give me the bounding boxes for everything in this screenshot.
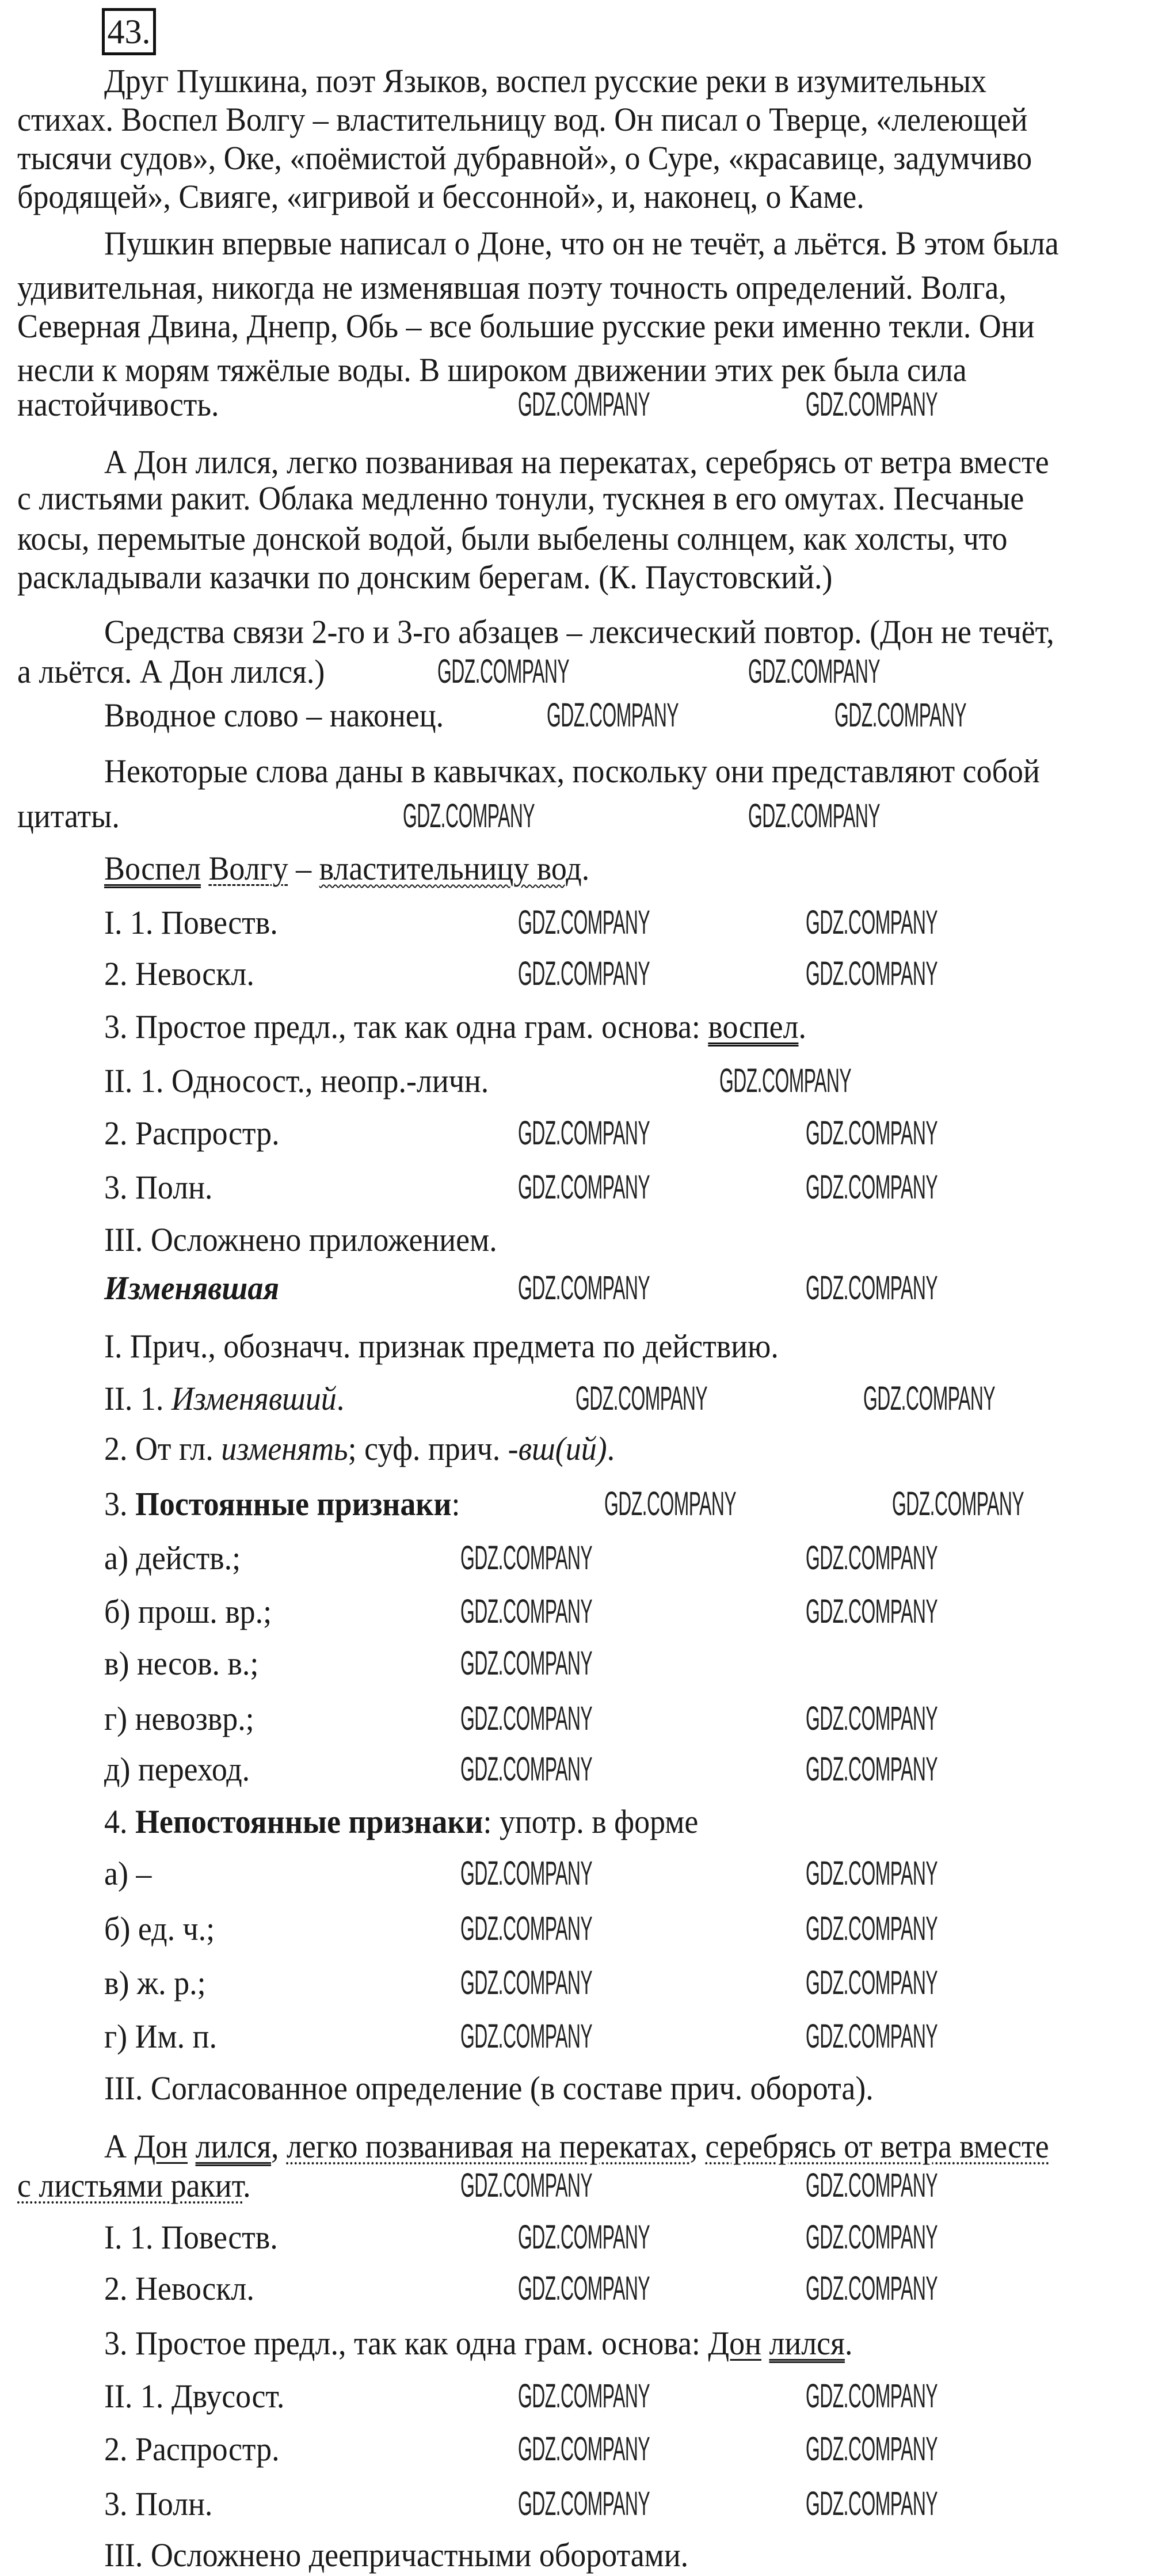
text-segment: А <box>104 2128 135 2165</box>
text-segment: в) ж. р.; <box>104 1964 206 2002</box>
text-line <box>104 1541 241 1576</box>
text-line <box>104 1856 151 1891</box>
text-segment: 2. Распростр. <box>104 1114 280 1152</box>
text-segment: Вводное слово – наконец. <box>104 697 444 734</box>
text-line <box>104 1966 206 2000</box>
text-segment <box>201 850 208 887</box>
watermark-text: GDZ.COMPANY <box>460 1700 593 1737</box>
watermark-text: GDZ.COMPANY <box>460 1910 593 1947</box>
emphasized-text: изменять <box>221 1430 348 1467</box>
text-segment: стихах. Воспел Волгу – властительницу вод. Он писал о Тверце, «лелеющей <box>17 101 1028 138</box>
emphasized-text: -вш(ий) <box>508 1430 607 1467</box>
watermark-text: GDZ.COMPANY <box>806 1169 938 1206</box>
marked-sentence-part: легко позванивая на перекатах <box>286 2128 690 2165</box>
watermark-text: GDZ.COMPANY <box>518 1114 650 1152</box>
text-line <box>17 799 120 834</box>
text-line <box>17 353 967 387</box>
marked-sentence-part: воспел <box>708 1008 799 1045</box>
text-segment: 2. Невоскл. <box>104 955 254 992</box>
text-line <box>104 1805 698 1839</box>
text-line <box>104 2129 1049 2164</box>
text-segment: – <box>288 850 319 887</box>
watermark-text: GDZ.COMPANY <box>518 1169 650 1206</box>
text-segment: г) Им. п. <box>104 2018 217 2055</box>
watermark-text: GDZ.COMPANY <box>806 1910 938 1947</box>
text-line <box>17 655 325 689</box>
text-line <box>104 754 1040 789</box>
text-line <box>104 1271 279 1306</box>
watermark-text: GDZ.COMPANY <box>806 1964 938 2002</box>
watermark-text: GDZ.COMPANY <box>518 904 650 941</box>
text-segment: I. 1. Повеств. <box>104 904 278 941</box>
text-line <box>17 2168 251 2203</box>
text-line <box>104 2538 688 2573</box>
watermark-text: GDZ.COMPANY <box>460 2018 593 2055</box>
watermark-text: GDZ.COMPANY <box>863 1380 996 1417</box>
text-segment: а льётся. А Дон лился.) <box>17 653 325 690</box>
text-segment: III. Осложнено приложением. <box>104 1221 497 1258</box>
text-line <box>17 481 1024 516</box>
text-segment: Северная Двина, Днепр, Обь – все большие русские реки именно текли. Они <box>17 307 1035 345</box>
text-segment: . <box>607 1430 615 1467</box>
exercise-number: 43. <box>102 8 156 55</box>
watermark-text: GDZ.COMPANY <box>806 1593 938 1630</box>
text-line <box>17 271 1007 305</box>
marked-sentence-part: властительницу вод <box>319 850 582 887</box>
text-segment: ; суф. прич. <box>348 1430 508 1467</box>
text-segment: б) прош. вр.; <box>104 1593 272 1630</box>
text-line <box>104 1487 460 1521</box>
text-segment <box>761 2324 769 2362</box>
text-segment: настойчивость. <box>17 386 219 423</box>
watermark-text: GDZ.COMPANY <box>806 1700 938 1737</box>
text-segment: III. Осложнено деепричастными оборотами. <box>104 2536 689 2574</box>
text-segment: : употр. в форме <box>483 1803 699 1840</box>
text-segment: I. 1. Повеств. <box>104 2219 278 2256</box>
text-segment <box>188 2128 195 2165</box>
text-line <box>104 851 589 886</box>
watermark-text: GDZ.COMPANY <box>806 2018 938 2055</box>
text-segment: , <box>271 2128 287 2165</box>
watermark-text: GDZ.COMPANY <box>518 386 650 423</box>
text-line <box>104 2271 254 2306</box>
marked-sentence-part: лился <box>195 2128 272 2165</box>
watermark-text: GDZ.COMPANY <box>403 797 535 835</box>
text-segment: . <box>581 850 590 887</box>
text-segment: II. 1. <box>104 1380 171 1417</box>
text-segment: с листьями ракит. Облака медленно тонули, тускнея в его омутах. Песчаные <box>17 480 1024 517</box>
text-line <box>17 522 1008 556</box>
text-segment: . <box>844 2324 853 2362</box>
watermark-text: GDZ.COMPANY <box>460 1593 593 1630</box>
text-segment: косы, перемытые донской водой, были выбелены солнцем, как холсты, что <box>17 520 1008 557</box>
text-line <box>17 560 832 595</box>
watermark-text: GDZ.COMPANY <box>806 1539 938 1577</box>
text-line <box>104 445 1049 480</box>
text-line <box>104 905 278 940</box>
text-line <box>104 1646 258 1681</box>
text-line <box>104 698 444 733</box>
text-segment: 3. Полн. <box>104 2485 213 2522</box>
text-line <box>17 180 864 214</box>
emphasized-text: Постоянные признаки <box>135 1485 452 1523</box>
watermark-text: GDZ.COMPANY <box>892 1485 1024 1523</box>
watermark-text: GDZ.COMPANY <box>460 1855 593 1892</box>
watermark-text: GDZ.COMPANY <box>460 1964 593 2002</box>
text-line <box>104 615 1054 649</box>
text-segment: д) переход. <box>104 1751 250 1788</box>
marked-sentence-part: с листьями ракит <box>17 2167 243 2204</box>
emphasized-text: Непостоянные признаки <box>135 1803 483 1840</box>
text-line <box>104 1752 250 1787</box>
text-segment: бродящей», Свияге, «игривой и бессонной», и, наконец, о Каме. <box>17 178 864 215</box>
text-line <box>104 1064 489 1098</box>
watermark-text: GDZ.COMPANY <box>460 1751 593 1788</box>
text-line <box>104 2019 217 2054</box>
emphasized-text: Изменявший <box>171 1380 337 1417</box>
watermark-text: GDZ.COMPANY <box>806 2485 938 2522</box>
watermark-text: GDZ.COMPANY <box>806 1269 938 1307</box>
text-line <box>104 2432 280 2467</box>
marked-sentence-part: серебрясь от ветра вместе <box>705 2128 1049 2165</box>
text-segment: 2. Распростр. <box>104 2430 280 2468</box>
text-line <box>104 2326 852 2361</box>
marked-sentence-part: лился <box>769 2324 845 2362</box>
watermark-text: GDZ.COMPANY <box>576 1380 708 1417</box>
watermark-text: GDZ.COMPANY <box>806 955 938 992</box>
text-line <box>17 309 1035 344</box>
text-line <box>104 1432 615 1466</box>
text-segment: г) невозвр.; <box>104 1700 254 1737</box>
watermark-text: GDZ.COMPANY <box>518 2270 650 2307</box>
text-segment: 4. <box>104 1803 135 1840</box>
text-segment: . <box>243 2167 251 2204</box>
text-segment: Средства связи 2-го и 3-го абзацев – лексический повтор. (Дон не течёт, <box>104 613 1054 650</box>
watermark-text: GDZ.COMPANY <box>518 2430 650 2468</box>
text-line <box>104 1329 779 1364</box>
watermark-text: GDZ.COMPANY <box>547 697 679 734</box>
text-segment: . <box>798 1008 806 1045</box>
watermark-text: GDZ.COMPANY <box>518 1269 650 1307</box>
watermark-text: GDZ.COMPANY <box>719 1062 852 1099</box>
text-segment: II. 1. Односост., неопр.-личн. <box>104 1062 489 1099</box>
text-line <box>104 1010 806 1044</box>
watermark-text: GDZ.COMPANY <box>518 2377 650 2415</box>
watermark-text: GDZ.COMPANY <box>806 2377 938 2415</box>
text-line <box>17 387 219 422</box>
text-segment: А Дон лился, легко позванивая на перекатах, серебрясь от ветра вместе <box>104 443 1049 481</box>
text-segment: II. 1. Двусост. <box>104 2377 285 2415</box>
watermark-text: GDZ.COMPANY <box>806 2270 938 2307</box>
marked-sentence-part: Воспел <box>104 850 201 887</box>
watermark-text: GDZ.COMPANY <box>834 697 967 734</box>
text-line <box>104 2379 284 2414</box>
text-segment: в) несов. в.; <box>104 1645 259 1682</box>
text-line <box>104 226 1059 261</box>
watermark-text: GDZ.COMPANY <box>806 1751 938 1788</box>
emphasized-text: Изменявшая <box>104 1269 280 1307</box>
text-segment: I. Прич., обозначч. признак предмета по действию. <box>104 1327 779 1365</box>
watermark-text: GDZ.COMPANY <box>806 2167 938 2204</box>
text-segment: тысячи судов», Оке, «поёмистой дубравной», о Суре, «красавице, задумчиво <box>17 139 1032 177</box>
text-segment: а) – <box>104 1855 152 1892</box>
text-line <box>104 1702 254 1736</box>
text-line <box>104 1382 344 1416</box>
text-line <box>104 64 986 98</box>
text-segment: удивительная, никогда не изменявшая поэту точность определений. Волга, <box>17 269 1007 306</box>
text-segment: : <box>451 1485 460 1523</box>
text-segment: , <box>689 2128 706 2165</box>
text-line <box>104 1116 280 1151</box>
text-segment: несли к морям тяжёлые воды. В широком движении этих рек была сила <box>17 351 967 389</box>
text-line <box>104 1912 215 1946</box>
text-segment: 2. Невоскл. <box>104 2270 254 2307</box>
marked-sentence-part: Дон <box>708 2324 761 2362</box>
watermark-text: GDZ.COMPANY <box>518 2485 650 2522</box>
watermark-text: GDZ.COMPANY <box>806 904 938 941</box>
text-line <box>17 102 1028 137</box>
watermark-text: GDZ.COMPANY <box>604 1485 737 1523</box>
watermark-text: GDZ.COMPANY <box>437 653 570 690</box>
text-segment: III. Согласованное определение (в составе прич. оборота). <box>104 2069 874 2107</box>
text-segment: 3. Простое предл., так как одна грам. основа: <box>104 1008 708 1045</box>
text-segment: 3. Полн. <box>104 1169 213 1206</box>
text-segment: цитаты. <box>17 797 120 835</box>
text-line <box>104 2071 874 2106</box>
text-segment: Некоторые слова даны в кавычках, поскольку они представляют собой <box>104 752 1040 790</box>
text-line <box>104 2487 212 2521</box>
text-line <box>104 957 254 991</box>
watermark-text: GDZ.COMPANY <box>518 955 650 992</box>
text-line <box>104 1170 212 1205</box>
watermark-text: GDZ.COMPANY <box>748 653 881 690</box>
marked-sentence-part: Дон <box>134 2128 188 2165</box>
text-segment: б) ед. ч.; <box>104 1910 215 1947</box>
watermark-text: GDZ.COMPANY <box>460 2167 593 2204</box>
text-line <box>17 141 1032 176</box>
text-segment: . <box>336 1380 345 1417</box>
text-segment: а) действ.; <box>104 1539 241 1577</box>
text-segment: 2. От гл. <box>104 1430 222 1467</box>
text-segment: раскладывали казачки по донским берегам. (К. Паустовский.) <box>17 558 833 596</box>
watermark-text: GDZ.COMPANY <box>806 2219 938 2256</box>
text-line <box>104 1223 497 1257</box>
watermark-text: GDZ.COMPANY <box>806 1114 938 1152</box>
watermark-text: GDZ.COMPANY <box>806 386 938 423</box>
watermark-text: GDZ.COMPANY <box>460 1645 593 1682</box>
watermark-text: GDZ.COMPANY <box>460 1539 593 1577</box>
watermark-text: GDZ.COMPANY <box>806 1855 938 1892</box>
text-segment: 3. <box>104 1485 135 1523</box>
watermark-text: GDZ.COMPANY <box>518 2219 650 2256</box>
marked-sentence-part: Волгу <box>208 850 288 887</box>
text-segment: 3. Простое предл., так как одна грам. основа: <box>104 2324 708 2362</box>
text-segment: Пушкин впервые написал о Доне, что он не течёт, а льётся. В этом была <box>104 225 1059 262</box>
text-segment: Друг Пушкина, поэт Языков, воспел русские реки в изумительных <box>104 62 987 100</box>
text-line <box>104 1595 272 1629</box>
text-line <box>104 2220 278 2255</box>
watermark-text: GDZ.COMPANY <box>806 2430 938 2468</box>
watermark-text: GDZ.COMPANY <box>748 797 881 835</box>
